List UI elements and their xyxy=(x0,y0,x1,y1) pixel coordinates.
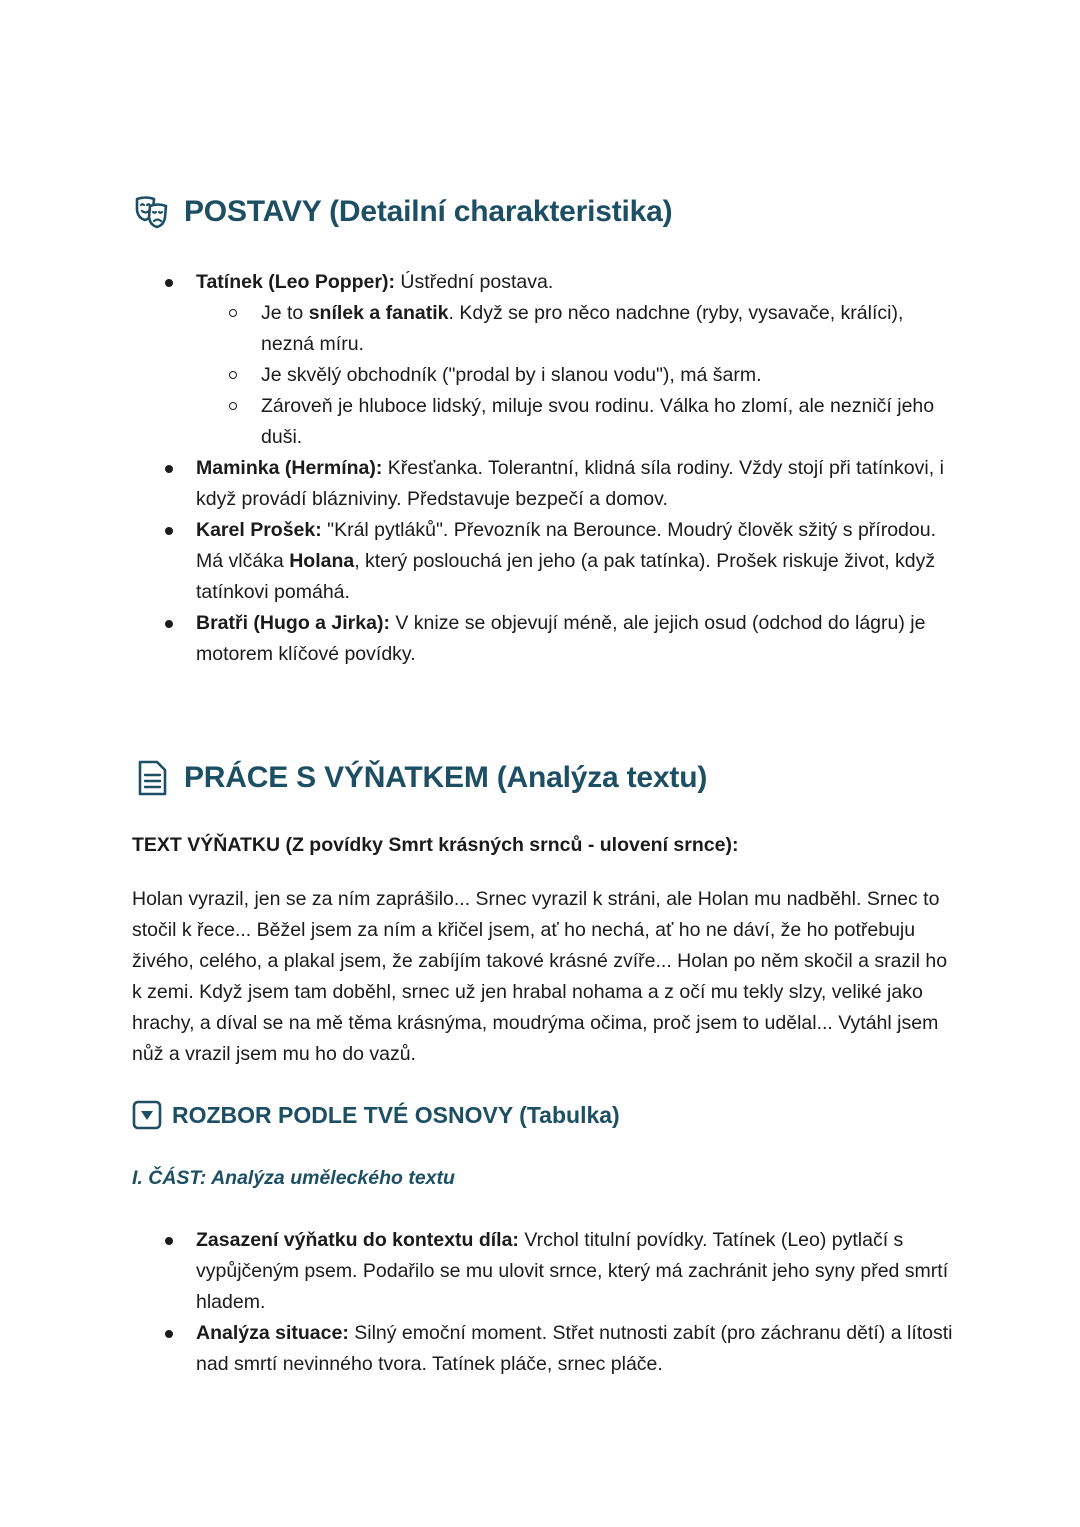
character-desc: "Král pytláků". Převozník na Berounce. Moudrý člověk sžitý s přírodou. Má vlčáka xyxy=(196,519,937,572)
vynatek-title: PRÁCE S VÝŇATKEM (Analýza textu) xyxy=(184,761,708,794)
characters-list xyxy=(0,267,1080,670)
sub-list-item: Je skvělý obchodník ("prodal by i slanou vodu"), má šarm. xyxy=(196,360,951,391)
dropdown-box-icon xyxy=(132,1100,162,1130)
postavy-heading xyxy=(132,192,672,232)
character-desc: Ústřední postava. xyxy=(394,271,554,293)
excerpt-label: TEXT VÝŇATKU (Z povídky Smrt krásných srnců - ulovení srnce): xyxy=(132,834,739,856)
analysis-term: Analýza situace: xyxy=(196,1322,349,1344)
dog-name: Holana xyxy=(289,550,355,572)
character-name: Tatínek (Leo Popper): xyxy=(196,271,395,293)
character-name: Karel Prošek: xyxy=(196,519,322,541)
part-heading: I. ČÁST: Analýza uměleckého textu xyxy=(132,1167,455,1189)
excerpt-text: Holan vyrazil, jen se za ním zaprášilo... Srnec vyrazil k stráni, ale Holan mu nadběhl. Srnec to stočil k řece... Běžel jsem za ním a křičel jsem, ať ho nechá, ať ho ne dáví, že ho potřebuju živého, celého, a plakal jsem, že zabíjím takové krásné zvíře... Holan po něm skočil a srazil ho k zemi. Když jsem tam doběhl, srnec už jen hrabal nohama a z očí mu tekly slzy, veliké jako hrachy, a díval se na mě těma krásnýma, moudrýma očima, proč jsem to udělal... Vytáhl jsem nůž a vrazil jsem mu ho do vazů. xyxy=(132,888,948,1065)
analysis-desc: Vrchol titulní povídky. Tatínek (Leo) pytlačí s vypůjčeným psem. Podařilo se mu ulovit srnce, který má zachránit jeho syny před smrtí hladem. xyxy=(196,1229,949,1313)
analysis-term: Zasazení výňatku do kontextu díla: xyxy=(196,1229,519,1251)
sub-list xyxy=(196,298,956,453)
character-desc: V knize se objevují méně, ale jejich osud (odchod do lágru) je motorem klíčové povídky. xyxy=(196,612,926,665)
sub-list-item: Zároveň je hluboce lidský, miluje svou rodinu. Válka ho zlomí, ale nezničí jeho duši. xyxy=(196,391,951,453)
character-desc: Křesťanka. Tolerantní, klidná síla rodiny. Vždy stojí při tatínkovi, i když provádí blázniviny. Představuje bezpečí a domov. xyxy=(196,457,944,510)
character-name: Bratři (Hugo a Jirka): xyxy=(196,612,390,634)
document-icon xyxy=(132,758,172,798)
list-item xyxy=(0,453,956,515)
character-name: Maminka (Hermína): xyxy=(196,457,383,479)
sub-list-item: Je to snílek a fanatik. Když se pro něco nadchne (ryby, vysavače, králíci), nezná míru. xyxy=(196,298,951,360)
list-item: Karel Prošek: "Král pytláků". Převozník na Berounce. Moudrý člověk sžitý s přírodou. Má vlčáka Holana, který poslouchá jen jeho (a pak tatínka). Prošek riskuje život, když tatínkovi pomáhá. xyxy=(0,515,956,608)
vynatek-heading xyxy=(132,758,707,798)
analysis-list xyxy=(0,1225,1080,1380)
list-item xyxy=(0,1318,956,1380)
analysis-desc: Silný emoční moment. Střet nutnosti zabít (pro záchranu dětí) a lítosti nad smrtí nevinného tvora. Tatínek pláče, srnec pláče. xyxy=(196,1322,953,1375)
list-item xyxy=(0,267,956,453)
theater-masks-icon xyxy=(132,192,172,232)
list-item xyxy=(0,608,956,670)
postavy-title: POSTAVY (Detailní charakteristika) xyxy=(184,195,673,228)
rozbor-title: ROZBOR PODLE TVÉ OSNOVY (Tabulka) xyxy=(172,1101,620,1128)
list-item xyxy=(0,1225,956,1318)
rozbor-heading xyxy=(132,1100,620,1130)
